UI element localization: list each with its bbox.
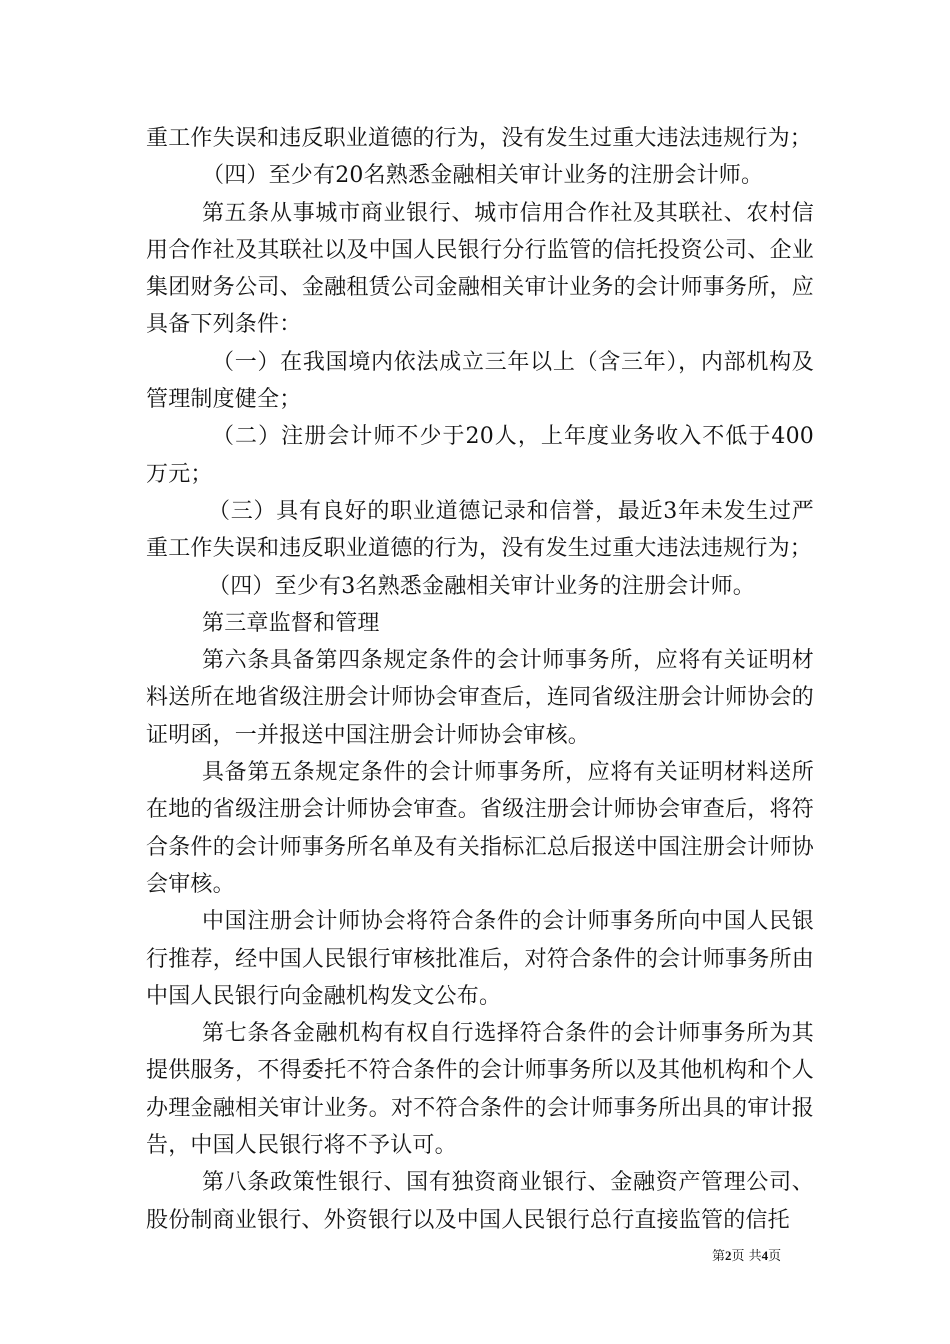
paragraph-article-5: 第五条从事城市商业银行、城市信用合作社及其联社、农村信用合作社及其联社以及中国人民银行分行监管的信托投资公司、企业集团财务公司、金融租赁公司金融相关审计业务的会计师事务所，应具备下列条件： — [146, 200, 814, 338]
paragraph-article-6: 第六条具备第四条规定条件的会计师事务所，应将有关证明材料送所在地省级注册会计师协会审查后，连同省级注册会计师协会的证明函，一并报送中国注册会计师协会审核。 — [146, 648, 814, 748]
footer-middle: 页 共 — [731, 1249, 762, 1264]
paragraph-article-6-c: 中国注册会计师协会将符合条件的会计师事务所向中国人民银行推荐，经中国人民银行审核批准后，对符合条件的会计师事务所由中国人民银行向金融机构发文公布。 — [146, 909, 814, 1009]
paragraph-item-2: （二）注册会计师不少于20人，上年度业务收入不低于400万元； — [146, 424, 814, 487]
paragraph-article-6-b: 具备第五条规定条件的会计师事务所，应将有关证明材料送所在地的省级注册会计师协会审查。省级注册会计师协会审查后，将符合条件的会计师事务所名单及有关指标汇总后报送中国注册会计师协会审核。 — [146, 760, 814, 897]
footer-suffix: 页 — [768, 1249, 782, 1264]
footer-prefix: 第 — [712, 1249, 726, 1264]
document-body — [146, 120, 814, 1239]
paragraph-item-4-a: （四）至少有20名熟悉金融相关审计业务的注册会计师。 — [202, 163, 764, 189]
paragraph-continuation: 重工作失误和违反职业道德的行为，没有发生过重大违法违规行为； — [146, 126, 813, 151]
paragraph-item-1: （一）在我国境内依法成立三年以上（含三年），内部机构及管理制度健全； — [146, 349, 814, 413]
paragraph-item-4-b: （四）至少有3名熟悉金融相关审计业务的注册会计师。 — [208, 573, 755, 599]
paragraph-article-7: 第七条各金融机构有权自行选择符合条件的会计师事务所为其提供服务，不得委托不符合条件的会计师事务所以及其他机构和个人办理金融相关审计业务。对不符合条件的会计师事务所出具的审计报告，中国人民银行将不予认可。 — [146, 1021, 814, 1159]
chapter-heading: 第三章监督和管理 — [202, 610, 380, 636]
page-footer — [712, 1248, 781, 1265]
paragraph-item-3: （三）具有良好的职业道德记录和信誉，最近3年未发生过严重工作失误和违反职业道德的行为，没有发生过重大违法违规行为； — [146, 498, 814, 562]
paragraph-article-8: 第八条政策性银行、国有独资商业银行、金融资产管理公司、股份制商业银行、外资银行以及中国人民银行总行直接监管的信托 — [146, 1170, 814, 1233]
total-page-number: 4 — [761, 1248, 769, 1263]
current-page-number: 2 — [725, 1248, 732, 1263]
